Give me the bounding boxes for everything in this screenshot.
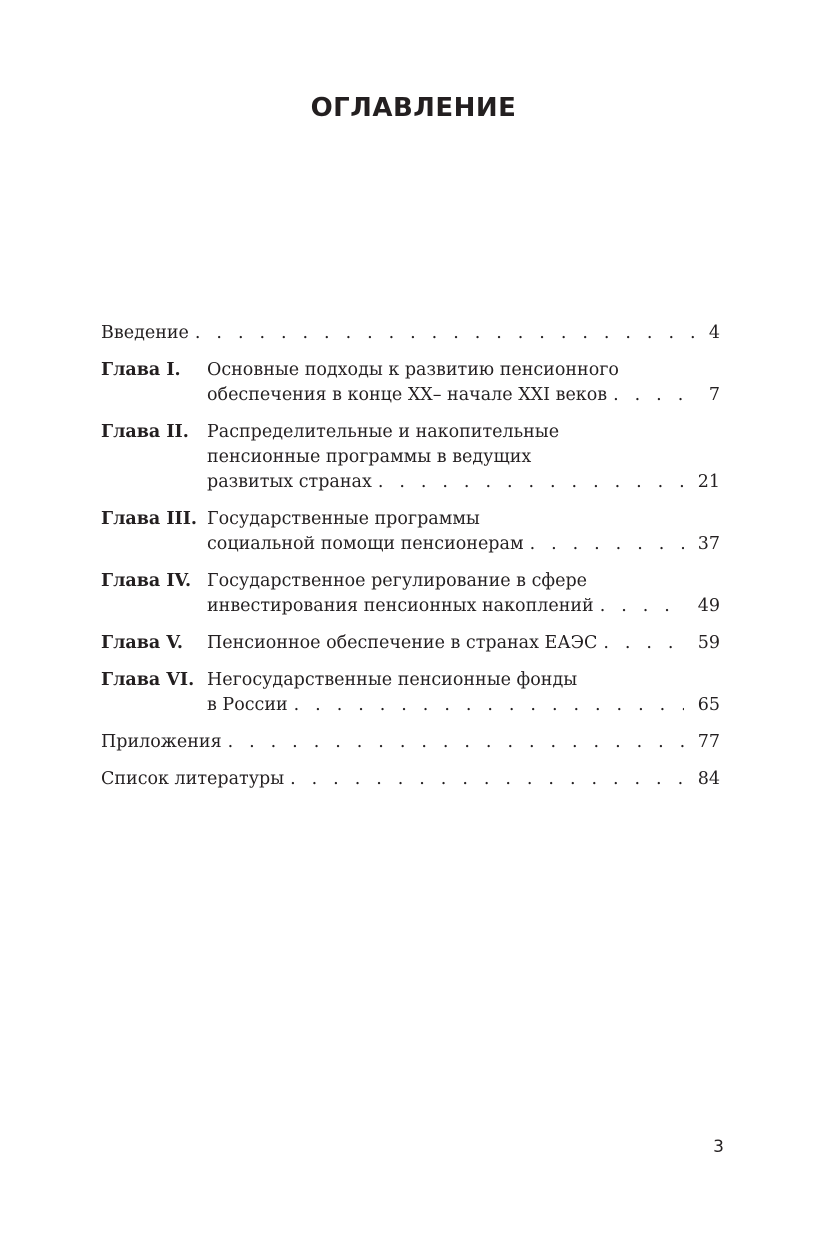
chapter-label: Глава III. — [101, 509, 198, 529]
toc-page-number: 65 — [697, 695, 720, 715]
toc-page-number: 77 — [697, 732, 720, 752]
toc-entry-appendices[interactable] — [101, 730, 720, 755]
toc-entry-title: Приложения — [101, 732, 222, 752]
toc-entry-title: Основные подходы к развитию пенсионного — [207, 360, 619, 380]
dot-leader — [600, 594, 684, 619]
toc-entry-chapter-2[interactable] — [101, 420, 720, 495]
toc-entry-title: инвестирования пенсионных накоплений — [207, 596, 594, 616]
dot-leader — [290, 767, 684, 792]
toc-entry-title: Список литературы — [101, 769, 285, 789]
toc-entry-chapter-6[interactable] — [101, 668, 720, 718]
chapter-label: Глава II. — [101, 422, 189, 442]
toc-entry-title: Государственные программы — [207, 509, 480, 529]
page-number: 3 — [713, 1137, 724, 1157]
dot-leader — [294, 693, 684, 718]
toc-page-number: 21 — [697, 472, 720, 492]
dot-leader — [603, 631, 683, 656]
chapter-label: Глава IV. — [101, 571, 192, 591]
dot-leader — [378, 470, 684, 495]
toc-page-number: 7 — [708, 385, 720, 405]
toc-entry-introduction[interactable] — [101, 321, 720, 346]
toc-entry-title: обеспечения в конце XX– начале XXI веков — [207, 385, 608, 405]
toc-entry-title: пенсионные программы в ведущих — [207, 447, 532, 467]
dot-leader — [613, 383, 695, 408]
toc-entry-chapter-1[interactable] — [101, 358, 720, 408]
toc-entry-title: Распределительные и накопительные — [207, 422, 560, 442]
dot-leader — [530, 532, 684, 557]
page-title: ОГЛАВЛЕНИЕ — [310, 93, 517, 123]
dot-leader — [228, 730, 684, 755]
toc-entry-title: социальной помощи пенсионерам — [207, 534, 524, 554]
dot-leader — [195, 321, 695, 346]
toc-entry-chapter-3[interactable] — [101, 507, 720, 557]
toc-entry-chapter-4[interactable] — [101, 569, 720, 619]
toc-entry-title: Государственное регулирование в сфере — [207, 571, 588, 591]
toc-page-number: 84 — [697, 769, 720, 789]
chapter-label: Глава I. — [101, 360, 181, 380]
toc-entry-title: Негосударственные пенсионные фонды — [207, 670, 578, 690]
toc-page-number: 4 — [708, 323, 720, 343]
chapter-label: Глава VI. — [101, 670, 195, 690]
toc-page-number: 49 — [697, 596, 720, 616]
toc-entry-title: развитых странах — [207, 472, 372, 492]
toc-page-number: 59 — [697, 633, 720, 653]
toc-page-number: 37 — [697, 534, 720, 554]
toc-entry-bibliography[interactable] — [101, 767, 720, 792]
chapter-label: Глава V. — [101, 633, 183, 653]
toc-entry-title: Введение — [101, 323, 189, 343]
toc-entry-title: в России — [207, 695, 288, 715]
toc-entry-chapter-5[interactable] — [101, 631, 720, 656]
table-of-contents — [101, 321, 720, 804]
toc-entry-title: Пенсионное обеспечение в странах ЕАЭС — [207, 633, 598, 653]
